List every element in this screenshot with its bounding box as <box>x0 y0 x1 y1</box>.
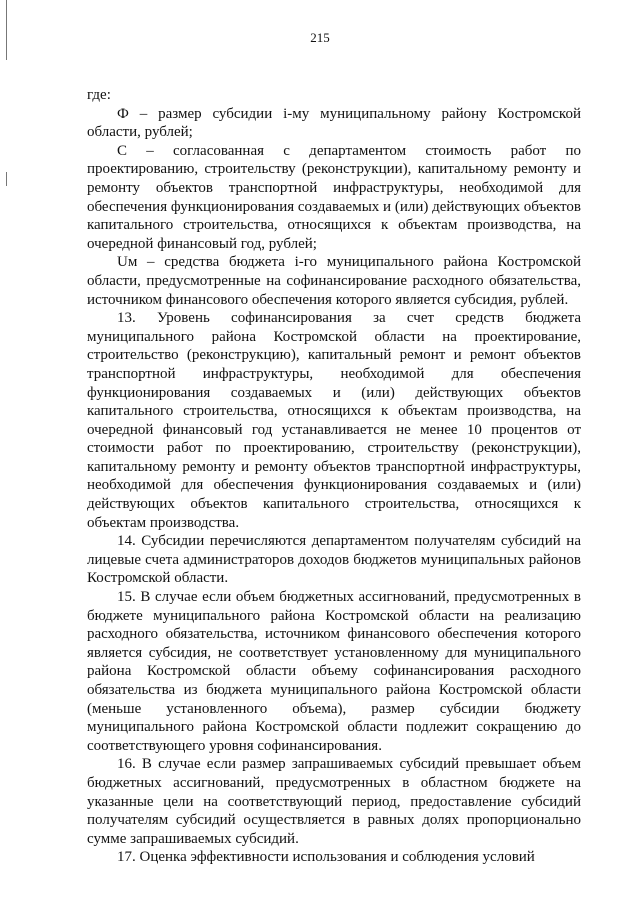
paragraph-item-14: 14. Субсидии перечисляются департаментом получателям субсидий на лицевые счета администраторов доходов бюджетов муниципальных районов Костромской области. <box>87 533 581 587</box>
page-number: 215 <box>310 30 330 45</box>
paragraph-item-16: 16. В случае если размер запрашиваемых субсидий превышает объем бюджетных ассигнований, предусмотренных в областном бюджете на указанные цели на соответствующий период, предоставление субсидий получателям субсидий осуществляется в равных долях пропорционально сумме запрашиваемых субсидий. <box>87 756 581 847</box>
paragraph-item-13: 13. Уровень софинансирования за счет средств бюджета муниципального района Костромской области на проектирование, строительство (реконструкцию), капитальный ремонт и ремонт объектов транспортной инфраструктуры, необходимой для обеспечения функционирования создаваемых и (или) действующих объектов капитального строительства, относящихся к объектам производства, на очередной финансовый год устанавливается не менее 10 процентов от стоимости работ по проектированию, строительству (реконструкции), капитальному ремонту и ремонту объектов транспортной инфраструктуры, необходимой для обеспечения функционирования создаваемых и (или) действующих объектов капитального строительства, относящихся к объектам производства. <box>87 310 581 531</box>
paragraph-item-15: 15. В случае если объем бюджетных ассигнований, предусмотренных в бюджете муниципального района Костромской области на реализацию расходного обязательства, источником финансового обеспечения которого является субсидия, не соответствует установленному для муниципального района Костромской области объему софинансирования расходного обязательства из бюджета муниципального района Костромской области (меньше установленного объема), размер субсидии бюджету муниципального района Костромской области подлежит сокращению до соответствующего уровня софинансирования. <box>87 589 581 754</box>
paragraph-definition-c: С – согласованная с департаментом стоимость работ по проектированию, строительству (реконструкции), капитальному ремонту и ремонту объектов транспортной инфраструктуры, необходимой для обеспечения функционирования создаваемых и (или) действующих объектов капитального строительства, относящихся к объектам производства, на очередной финансовый год, рублей; <box>87 142 581 252</box>
paragraph-item-17: 17. Оценка эффективности использования и соблюдения условий <box>117 849 535 866</box>
paragraph-definition-um: Uм – средства бюджета i-го муниципального района Костромской области, предусмотренные на софинансирование расходного обязательства, источником финансового обеспечения которого является субсидия, рублей. <box>87 254 581 308</box>
document-body <box>87 86 581 867</box>
margin-line-mark <box>6 172 7 186</box>
paragraph-definition-phi: Ф – размер субсидии i-му муниципальному району Костромской области, рублей; <box>87 105 581 141</box>
paragraph-where: где: <box>87 87 111 103</box>
